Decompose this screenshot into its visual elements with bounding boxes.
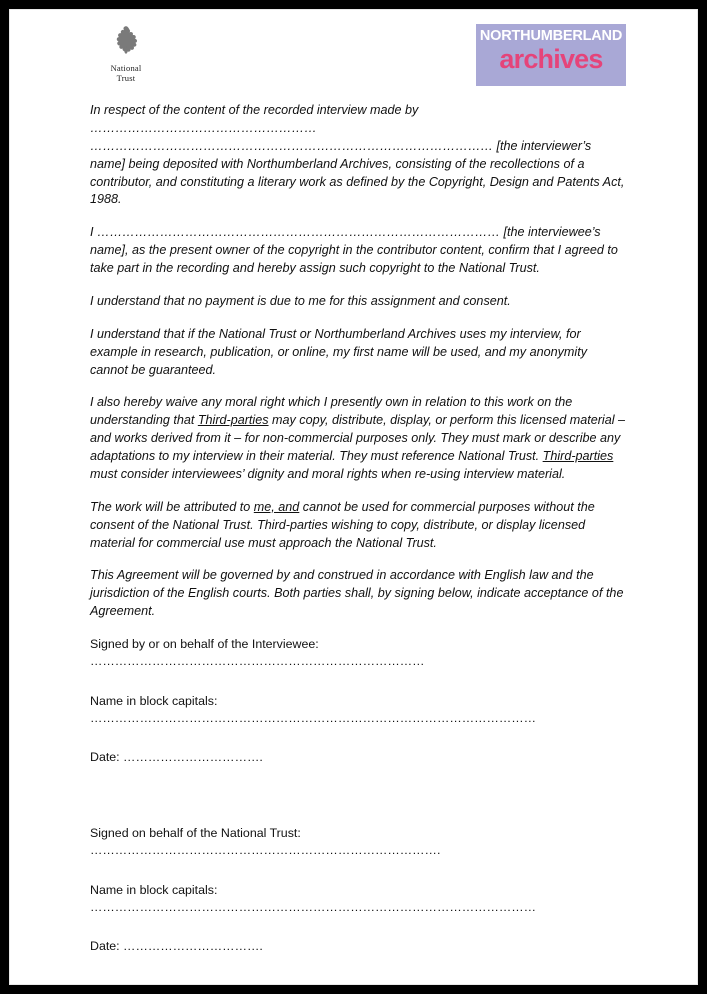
paragraph-governing-law: This Agreement will be governed by and construed in accordance with English law and the jurisdiction of the English courts. Both parties shall, by signing below, indicate acceptance of the Agreement. [90,568,624,619]
date-interviewee[interactable]: Date: ……………………………. [90,750,263,765]
paragraph-interviewer-statement: In respect of the content of the recorded interview made by ……………………………………………… …………………………………………………………………………………… [the interviewer’s name] being deposited with Northumberland Archives, consisting of the recollections of a contributor, and constituting a literary work as defined by the Copyright, Design and Patents Act, 1988. [90,103,625,207]
national-trust-logo [91,24,161,84]
term-me-and: me, and [253,499,300,514]
paragraph-moral-rights-waiver: I also hereby waive any moral right which I presently own in relation to this work on the understanding that Third-parties may copy, distribute, display, or perform this licensed material – and works derived from it – for non-commercial purposes only. They must mark or describe any adaptations to my interview in their material. They must reference National Trust. Third-parties must consider interviewees’ dignity and moral rights when re-using interview material. [90,395,626,481]
document-body [10,102,697,956]
signature-block-national-trust [90,825,625,956]
paragraph-attribution: The work will be attributed to me, and cannot be used for commercial purposes without the consent of the National Trust. Third-parties wishing to copy, distribute, or display licensed material for commercial use must approach the National Trust. [90,499,595,550]
term-third-parties-1: Third-parties [197,413,269,428]
name-block-capitals-national-trust[interactable]: Name in block capitals: ……………………………………………………………………………………………… [90,882,537,914]
paragraph-no-payment: I understand that no payment is due to me for this assignment and consent. [90,293,511,308]
term-third-parties-2: Third-parties [542,449,614,463]
date-national-trust[interactable]: Date: ……………………………. [90,939,263,954]
document-page [9,9,698,985]
signature-block-spacer [90,789,625,825]
national-trust-wordmark: National Trust [110,63,142,83]
document-header [10,10,697,102]
northumberland-archives-logo [476,24,626,86]
paragraph-anonymity: I understand that if the National Trust or Northumberland Archives uses my interview, for example in research, publication, or online, my first name will be used, and my anonymity cannot be guaranteed. [90,326,587,377]
oak-leaves-acorn-icon [108,24,144,60]
signature-line-interviewee[interactable]: Signed by or on behalf of the Interviewee: ……………………………………………………………………… [90,637,425,669]
archives-logo-top-text: NORTHUMBERLAND [479,28,623,44]
paragraph-interviewee-assignment: I …………………………………………………………………………………… [the interviewee’s name], as the present owner of the copyright in the contributor content, confirm that I agreed to take part in the recording and hereby assign such copyright to the National Trust. [90,225,618,275]
name-block-capitals-interviewee[interactable]: Name in block capitals: ……………………………………………………………………………………………… [90,693,537,726]
signature-line-national-trust[interactable]: Signed on behalf of the National Trust: …………………………………………………………………………. [90,825,441,858]
archives-logo-bottom-text: archives [499,43,603,74]
